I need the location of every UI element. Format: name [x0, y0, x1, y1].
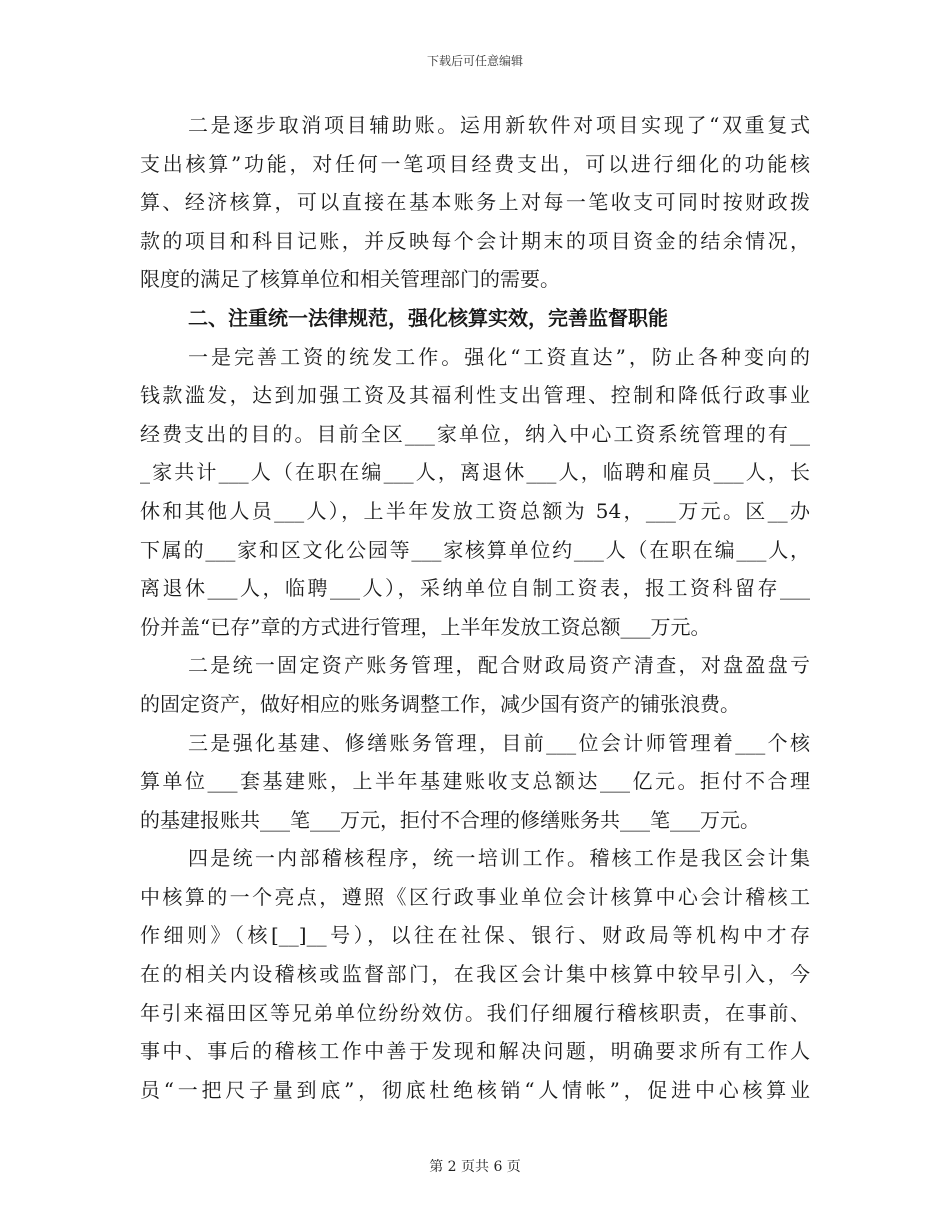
paragraph-line: 的固定资产，做好相应的账务调整工作，减少国有资产的铺张浪费。: [140, 691, 740, 716]
paragraph-line: 算单位___套基建账，上半年基建账收支总额达___亿元。拒付不合理: [140, 769, 810, 794]
paragraph-line: 的基建报账共___笔___万元，拒付不合理的修缮账务共___笔___万元。: [140, 807, 760, 832]
paragraph-line: 在的相关内设稽核或监督部门，在我区会计集中核算中较早引入，今: [140, 962, 810, 987]
paragraph-line: 钱款滥发，达到加强工资及其福利性支出管理、控制和降低行政事业: [140, 383, 810, 408]
paragraph-line: 份并盖“已存”章的方式进行管理，上半年发放工资总额___万元。: [140, 614, 711, 639]
paragraph-line: 二是逐步取消项目辅助账。运用新软件对项目实现了“双重复式: [188, 113, 810, 137]
document-body: [140, 106, 810, 1109]
paragraph-line: 年引来福田区等兄弟单位纷纷效仿。我们仔细履行稽核职责，在事前、: [140, 1000, 810, 1025]
paragraph-line: 二是统一固定资产账务管理，配合财政局资产清查，对盘盈盘亏: [188, 653, 810, 678]
paragraph-line: 一是完善工资的统发工作。强化“工资直达”，防止各种变向的: [188, 344, 810, 369]
paragraph-line: 经费支出的目的。目前全区___家单位，纳入中心工资系统管理的有__: [140, 421, 810, 446]
paragraph-line: 支出核算”功能，对任何一笔项目经费支出，可以进行细化的功能核: [140, 151, 810, 176]
paragraph-line: 员“一把尺子量到底”，彻底杜绝核销“人情帐”，促进中心核算业: [140, 1077, 810, 1102]
paragraph-line: 离退休___人，临聘___人），采纳单位自制工资表，报工资科留存___: [140, 576, 810, 601]
paragraph-line: 四是统一内部稽核程序，统一培训工作。稽核工作是我区会计集: [188, 846, 810, 871]
paragraph-line: 三是强化基建、修缮账务管理，目前___位会计师管理着___个核: [188, 730, 810, 755]
paragraph-line: 事中、事后的稽核工作中善于发现和解决问题，明确要求所有工作人: [140, 1039, 810, 1064]
paragraph-line: 算、经济核算，可以直接在基本账务上对每一笔收支可同时按财政拨: [140, 190, 810, 215]
paragraph-line: 下属的___家和区文化公园等___家核算单位约___人（在职在编___人，: [140, 537, 810, 562]
paragraph-line: 中核算的一个亮点，遵照《区行政事业单位会计核算中心会计稽核工: [140, 884, 810, 909]
paragraph-line: 作细则》（核[__]__号），以往在社保、银行、财政局等机构中才存: [140, 923, 810, 948]
paragraph-line: 款的项目和科目记账，并反映每个会计期末的项目资金的结余情况，: [140, 228, 810, 253]
section-heading: 二、注重统一法律规范，强化核算实效，完善监督职能: [188, 305, 668, 330]
paragraph-line: 休和其他人员___人），上半年发放工资总额为 54，___万元。区__办: [140, 498, 810, 523]
paragraph-line: _家共计___人（在职在编___人，离退休___人，临聘和雇员___人，长: [140, 460, 810, 485]
paragraph-line: 限度的满足了核算单位和相关管理部门的需要。: [140, 267, 560, 292]
page-header: 下载后可任意编辑: [426, 54, 523, 68]
page-footer: 第 2 页共 6 页: [429, 1159, 521, 1175]
